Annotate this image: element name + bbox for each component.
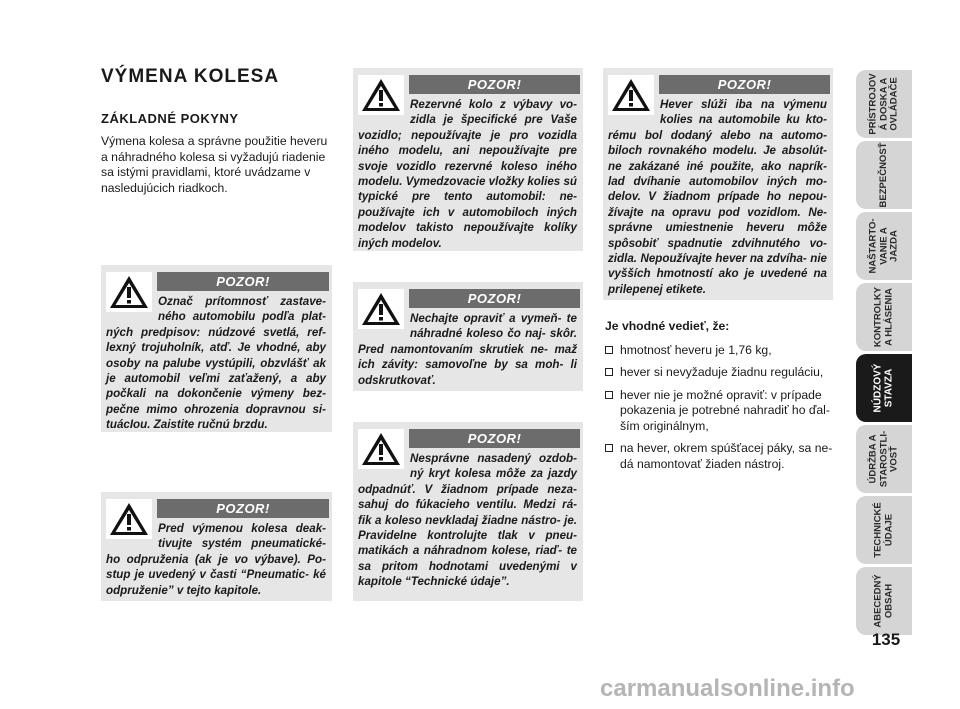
checkbox-bullet-icon xyxy=(605,368,613,376)
list-item: na hever, okrem spúšťacej páky, sa ne- dá namontovať žiaden nástroj. xyxy=(605,441,833,472)
warning-label: POZOR! xyxy=(409,429,580,448)
list-item: hever nie je možné opraviť: v prípade pokazenia je potrebné nahradiť ho ďal- ším originálnym, xyxy=(605,388,833,435)
tab-technical-data[interactable]: TECHNICKÉ ÚDAJE xyxy=(856,496,912,564)
list-item: hever si nevyžaduje žiadnu reguláciu, xyxy=(605,365,833,381)
page-title: VÝMENA KOLESA xyxy=(101,66,280,87)
warning-box-spare-wheel xyxy=(353,68,583,251)
tab-index[interactable]: ABECEDNÝ OBSAH xyxy=(856,567,912,635)
warning-text: Rezervné kolo z výbavy vo- zidla je špecifické pre Vaše vozidlo; nepoužívajte je pro vozidla iného modelu, ani nepoužívajte pre svoje vozidlo rezervné koleso iného modelu. Vymedzovacie vložky kolies sú typické pre tento automobil: ne- používajte ich v automobiloch iných modelov takisto nepoužívajte kolíky iných modelov. xyxy=(358,98,577,250)
warning-text: Hever slúži iba na výmenu kolies na automobile ku kto- rému bol dodaný alebo na automo- biloch rovnakého modelu. Je absolút- ne zakázané iné použite, ako naprík- lad dvíhanie automobilov iných mo- delov. V žiadnom prípade ho nepou- žívajte na opravu pod vozidlom. Ne- správne umiestnenie heveru môže spôsobiť spadnutie zdvihnutého vo- zidla. Nepoužívajte hever na zdvíha- nie vyšších hmotností ako je uvedené na prilepenej etikete. xyxy=(608,98,827,296)
facts-section xyxy=(605,319,833,479)
facts-list xyxy=(605,343,833,473)
list-item: hmotnosť heveru je 1,76 kg, xyxy=(605,343,833,359)
warning-label: POZOR! xyxy=(157,272,329,291)
warning-box-hubcap xyxy=(353,422,583,601)
warning-label: POZOR! xyxy=(409,289,580,308)
warning-box-suspension xyxy=(101,492,332,601)
tab-emergency[interactable]: NÚDZOVÝ STAVZA xyxy=(856,354,912,422)
tab-maintenance[interactable]: ÚDRŽBA A STAROSTLI- VOSŤ xyxy=(856,425,912,493)
warning-label: POZOR! xyxy=(157,499,329,518)
warning-box-visibility xyxy=(101,265,332,432)
chapter-tabs xyxy=(856,70,912,628)
section-subtitle: ZÁKLADNÉ POKYNY xyxy=(101,111,239,126)
tab-warnings[interactable]: KONTROLKY A HLÁSENIA xyxy=(856,283,912,351)
warning-label: POZOR! xyxy=(409,75,580,94)
checkbox-bullet-icon xyxy=(605,391,613,399)
checkbox-bullet-icon xyxy=(605,444,613,452)
page-number: 135 xyxy=(871,630,901,649)
warning-text: Nesprávne nasadený ozdob- ný kryt kolesa môže za jazdy odpadnúť. V žiadnom prípade neza- sahuj do fúkacieho ventilu. Medzi rá- fik a koleso nevkladaj žiadne nástro- je. Pravidelne kontrolujte tlak v pneu- matikách a náhradnom kolese, riaď- te sa pritom hodnotami uvedenými v kapitole “Technické údaje”. xyxy=(358,452,577,589)
facts-title: Je vhodné vedieť, že: xyxy=(605,319,730,333)
warning-text: Označ prítomnosť zastave- ného automobilu podľa plat- ných predpisov: núdzové svetlá, ref- lexný trojuholník, atď. Je vhodné, aby osoby na palube vystúpili, obzvlášť ak je automobil veľmi zaťažený, a aby počkali na dokončenie výmeny bez- pečne mimo ohrozenia dopravnou si- tuácIou. Zaistite ručnú brzdu. xyxy=(106,295,326,432)
tab-safety[interactable]: BEZPEČNOSŤ xyxy=(856,141,912,209)
tab-starting-driving[interactable]: NAŠTARTO- VANIE A JAZDA xyxy=(856,212,912,280)
checkbox-bullet-icon xyxy=(605,346,613,354)
tab-instruments[interactable]: PRÍSTROJOV Á DOSKA A OVLÁDAČE xyxy=(856,70,912,138)
warning-box-jack xyxy=(603,68,833,300)
warning-text: Nechajte opraviť a vymeň- te náhradné koleso čo naj- skôr. Pred namontovaním skrutiek ne- maž ich závity: samovoľne by sa moh- li odskrutkovať. xyxy=(358,312,577,387)
watermark: carmanualsonline.info xyxy=(600,675,855,702)
warning-box-repair-wheel xyxy=(353,282,583,391)
warning-text: Pred výmenou kolesa deak- tivujte systém pneumatické- ho odpruženia (ak je vo výbave). Po- stup je uvedený v časti “Pneumatic- ké odpruženie” v tejto kapitole. xyxy=(106,522,326,597)
intro-paragraph: Výmena kolesa a správne použitie heveru a náhradného kolesa si vyžadujú riadenie sa istými pravidlami, ktoré uvádzame v nasledujúcich riadkoch. xyxy=(101,134,328,195)
warning-label: POZOR! xyxy=(659,75,830,94)
